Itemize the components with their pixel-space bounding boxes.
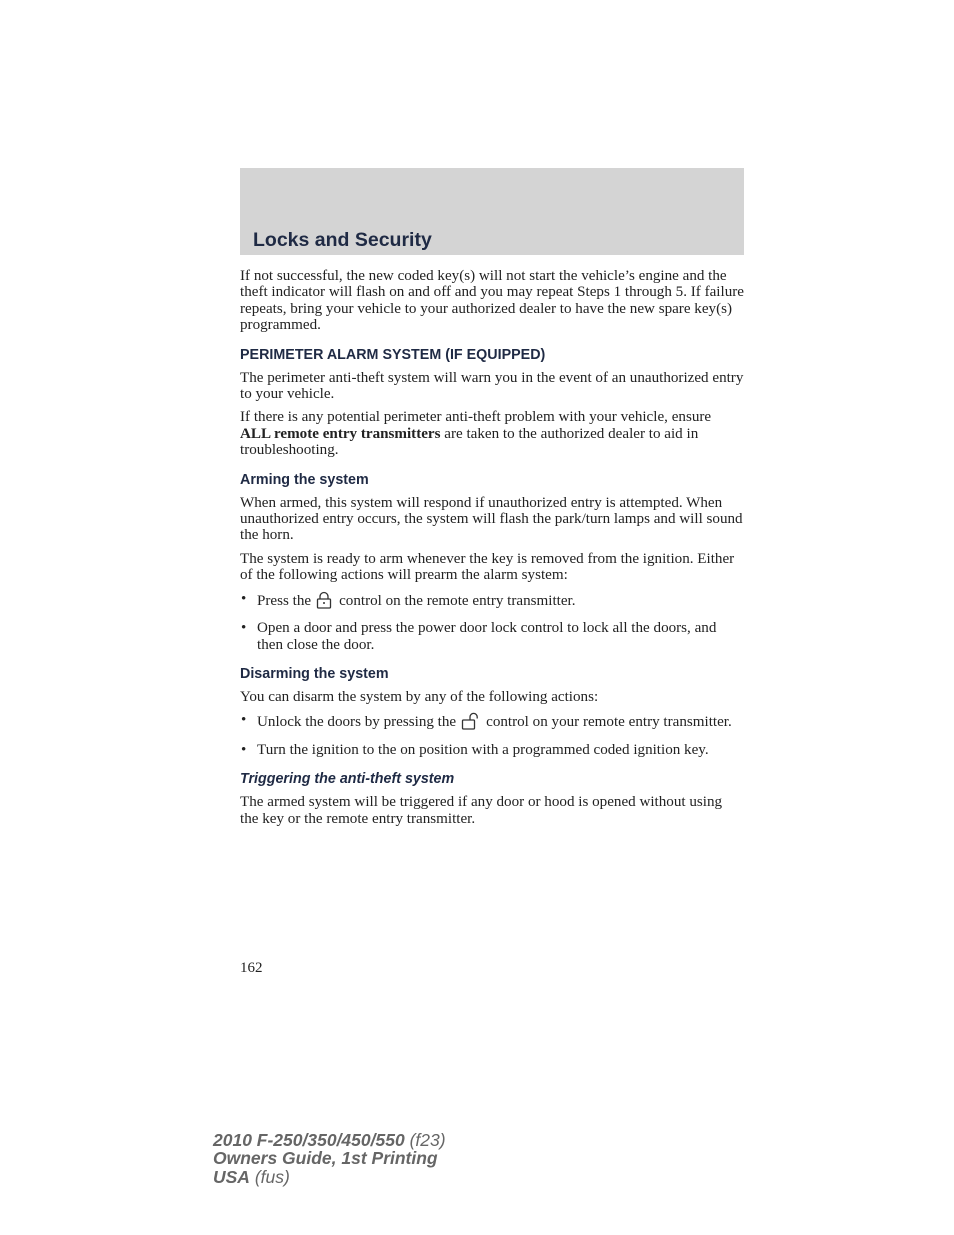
arming-paragraph-2: The system is ready to arm whenever the key is removed from the ignition. Either of the following actions will prearm the alarm system: [240,550,735,584]
disarming-bullet-2-text: Turn the ignition to the on position with a programmed coded ignition key. [257,741,709,758]
lock-icon [315,591,333,613]
disarming-bullet-1-before: Unlock the doors by pressing the [257,714,457,731]
triggering-heading: Triggering the anti-theft system [240,771,455,788]
triggering-paragraph-1: The armed system will be triggered if any door or hood is opened without using the key or the remote entry transmitter. [240,794,723,827]
bullet-dot: • [241,712,247,729]
perimeter-p2-bold: ALL remote entry transmitters [240,425,441,442]
footer-market: USA [213,1166,250,1187]
disarming-bullet-1-after: control on your remote entry transmitter. [486,714,732,731]
footer-line-1 [213,1131,446,1149]
arming-bullet-1 [240,591,744,613]
arming-bullet-list [240,591,744,653]
disarming-bullet-2 [240,742,744,758]
document-footer [213,1131,446,1186]
perimeter-paragraph-1: The perimeter anti-theft system will warn you in the event of an unauthorized entry to your vehicle. [240,369,744,403]
perimeter-paragraph-2 [240,409,744,458]
bullet-dot: • [241,590,247,607]
arming-paragraph-1: When armed, this system will respond if unauthorized entry is attempted. When unauthorized entry occurs, the system will flash the park/turn lamps and will sound the horn. [240,494,743,544]
disarming-bullet-1 [240,712,744,734]
arming-bullet-1-after: control on the remote entry transmitter. [339,592,576,609]
page-number: 162 [240,960,263,976]
disarming-heading: Disarming the system [240,665,389,682]
disarming-paragraph-1: You can disarm the system by any of the following actions: [240,688,599,705]
intro-paragraph: If not successful, the new coded key(s) will not start the vehicle’s engine and the theft indicator will flash on and off and you may repeat Steps 1 through 5. If failure repeats, bring your vehicle to your authorized dealer to have the new spare key(s) programmed. [240,268,744,334]
bullet-dot: • [241,620,247,637]
footer-model-code: (f23) [404,1130,446,1150]
arming-heading: Arming the system [240,471,369,488]
arming-bullet-1-before: Press the [257,592,312,609]
arming-bullet-2-text: Open a door and press the power door lock control to lock all the doors, and then close the door. [257,620,717,653]
section-title: Locks and Security [253,229,432,251]
disarming-bullet-list [240,712,744,758]
footer-line-3 [213,1168,446,1186]
section-header-band [240,168,744,255]
bullet-dot: • [241,741,247,758]
page-content [240,268,744,834]
perimeter-p2-before: If there is any potential perimeter anti-theft problem with your vehicle, ensure [240,409,712,426]
unlock-icon [460,712,480,734]
footer-line-2: Owners Guide, 1st Printing [213,1148,438,1169]
perimeter-p2-after: are taken to the authorized dealer to aid in troubleshooting. [240,425,699,459]
footer-market-code: (fus) [249,1166,290,1187]
arming-bullet-2 [240,620,744,653]
footer-model: 2010 F-250/350/450/550 [213,1130,405,1150]
perimeter-alarm-heading: PERIMETER ALARM SYSTEM (IF EQUIPPED) [240,346,546,363]
